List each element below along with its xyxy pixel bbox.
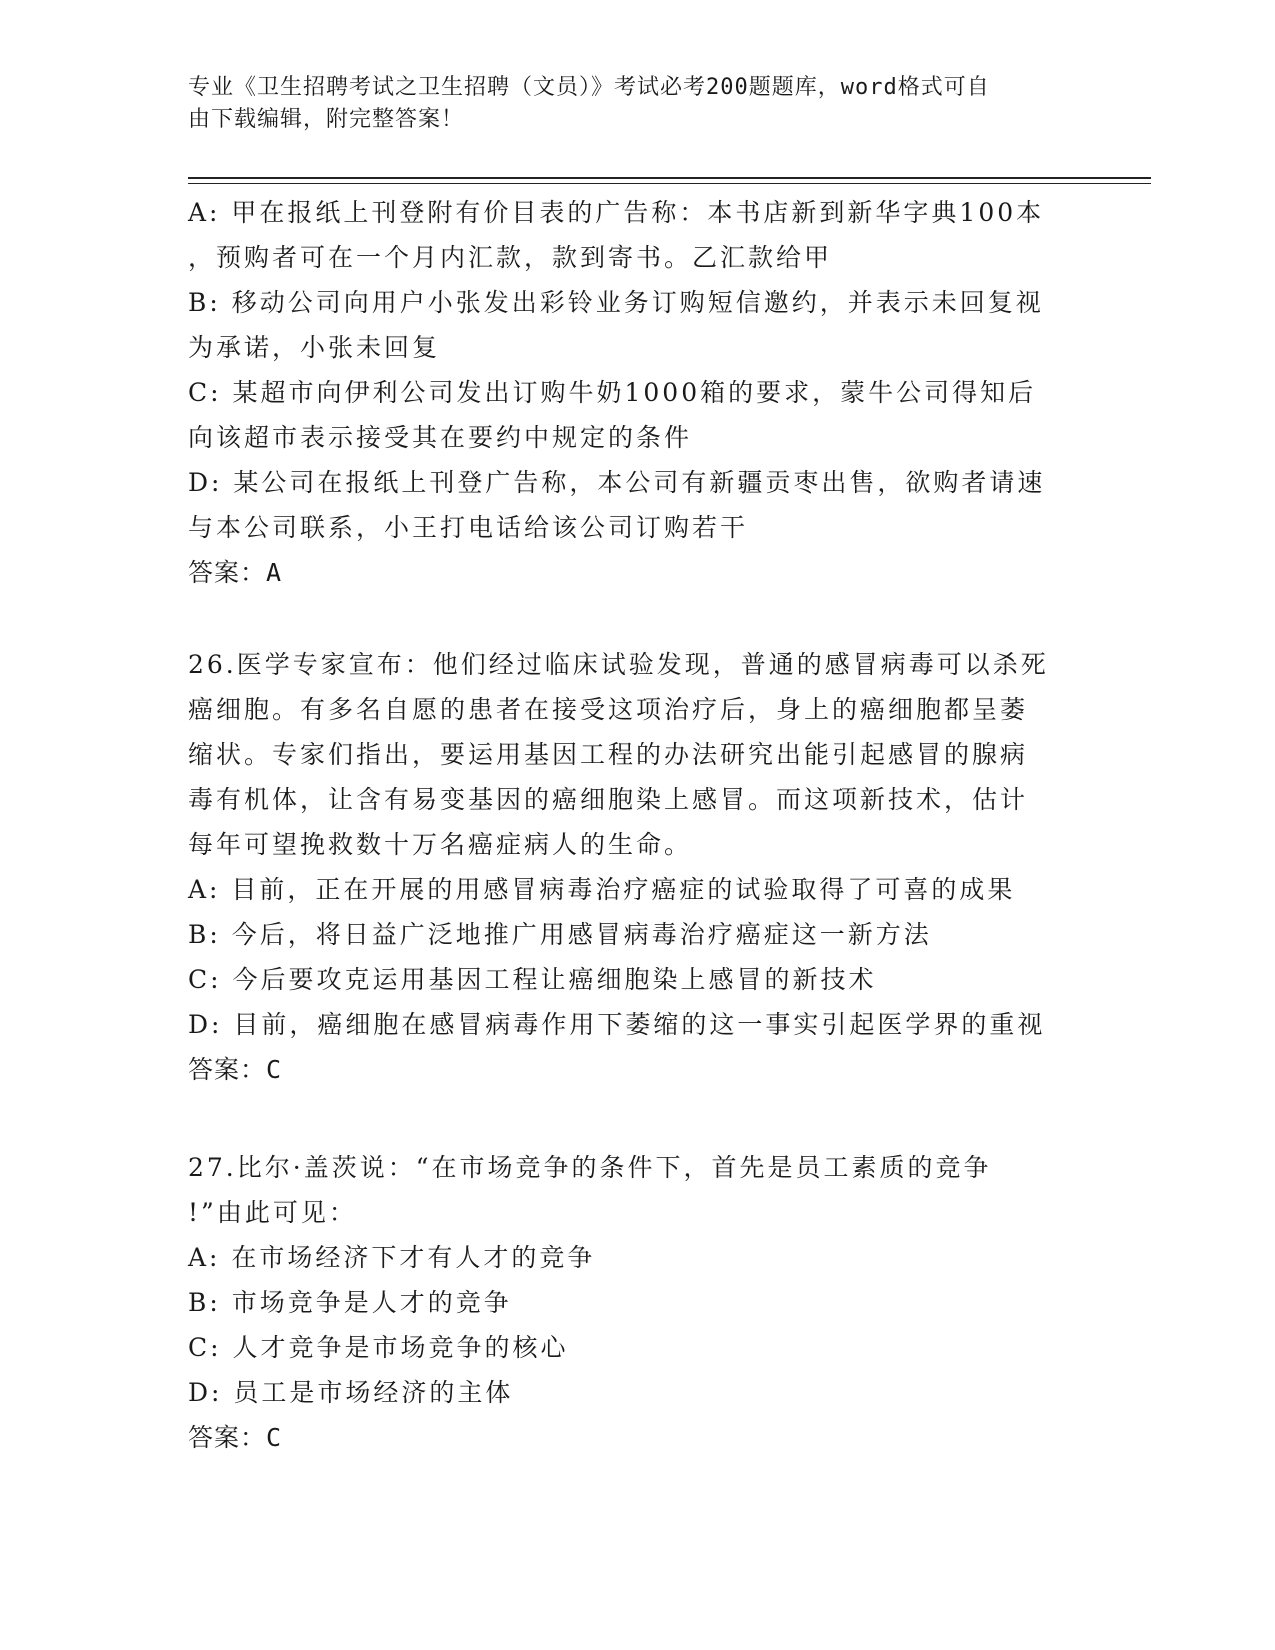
question-stem-line: !”由此可见：: [188, 1198, 357, 1227]
question-stem-line: 每年可望挽救数十万名癌症病人的生命。: [188, 830, 693, 859]
option-a-line-1: A: 甲在报纸上刊登附有价目表的广告称：本书店新到新华字典100本: [188, 198, 1045, 227]
option-c-line-2: 向该超市表示接受其在要约中规定的条件: [188, 423, 693, 452]
header-divider-thick: [188, 177, 1151, 179]
option-d-line-2: 与本公司联系，小王打电话给该公司订购若干: [188, 513, 749, 542]
option-c: C: 人才竞争是市场竞争的核心: [188, 1333, 569, 1362]
answer-label: 答案：A: [188, 558, 283, 587]
answer-label: 答案：C: [188, 1055, 283, 1084]
question-stem-line: 26.医学专家宣布：他们经过临床试验发现，普通的感冒病毒可以杀死: [188, 650, 1049, 679]
question-stem-line: 癌细胞。有多名自愿的患者在接受这项治疗后，身上的癌细胞都呈萎: [188, 695, 1029, 724]
option-d: D: 员工是市场经济的主体: [188, 1378, 514, 1407]
option-a: A: 目前，正在开展的用感冒病毒治疗癌症的试验取得了可喜的成果: [188, 875, 1016, 904]
option-b-line-2: 为承诺，小张未回复: [188, 333, 441, 362]
question-stem-line: 27.比尔·盖茨说：“在市场竞争的条件下，首先是员工素质的竞争: [188, 1153, 992, 1182]
option-d: D: 目前，癌细胞在感冒病毒作用下萎缩的这一事实引起医学界的重视: [188, 1010, 1046, 1039]
header-line-1: 专业《卫生招聘考试之卫生招聘（文员）》考试必考200题题库，word格式可自: [188, 75, 990, 100]
answer-label: 答案：C: [188, 1423, 283, 1452]
option-c: C: 今后要攻克运用基因工程让癌细胞染上感冒的新技术: [188, 965, 877, 994]
option-c-line-1: C: 某超市向伊利公司发出订购牛奶1000箱的要求，蒙牛公司得知后: [188, 378, 1037, 407]
option-a-line-2: ，预购者可在一个月内汇款，款到寄书。乙汇款给甲: [188, 243, 833, 272]
option-b: B: 市场竞争是人才的竞争: [188, 1288, 512, 1317]
question-stem-line: 缩状。专家们指出，要运用基因工程的办法研究出能引起感冒的腺病: [188, 740, 1029, 769]
option-d-line-1: D: 某公司在报纸上刊登广告称，本公司有新疆贡枣出售，欲购者请速: [188, 468, 1046, 497]
option-a: A: 在市场经济下才有人才的竞争: [188, 1243, 596, 1272]
header-divider-thin: [188, 183, 1151, 184]
question-27-block: [188, 1145, 1088, 1460]
question-26-block: [188, 642, 1088, 1092]
header-line-2: 由下载编辑，附完整答案！: [188, 107, 465, 132]
question-25-block: [188, 190, 1088, 595]
question-stem-line: 毒有机体，让含有易变基因的癌细胞染上感冒。而这项新技术，估计: [188, 785, 1029, 814]
option-b: B: 今后，将日益广泛地推广用感冒病毒治疗癌症这一新方法: [188, 920, 932, 949]
option-b-line-1: B: 移动公司向用户小张发出彩铃业务订购短信邀约，并表示未回复视: [188, 288, 1044, 317]
document-header: [188, 72, 1068, 136]
